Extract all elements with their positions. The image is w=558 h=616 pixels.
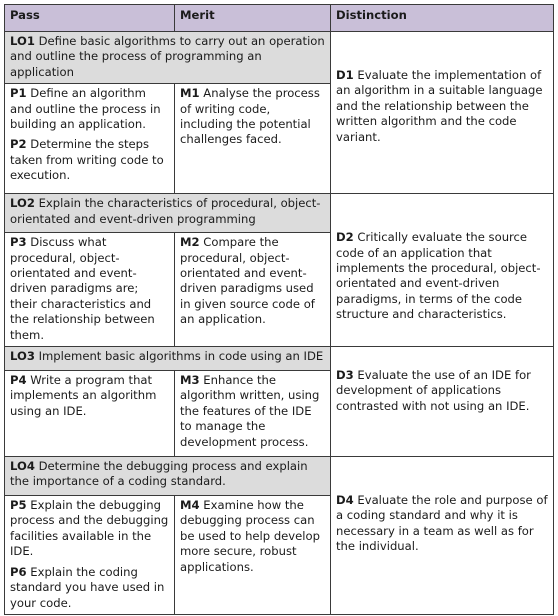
p4-cell: [5, 371, 175, 457]
lo2-text: Explain the characteristics of procedural, object-orientated and event-driven programming: [10, 196, 321, 226]
header-distinction: Distinction: [331, 5, 554, 32]
lo3-text: Implement basic algorithms in code using an IDE: [38, 349, 324, 364]
p2-item: [10, 137, 169, 183]
m4-cell: [175, 496, 331, 615]
d3-cell: [331, 347, 554, 457]
d2-code: D2: [336, 230, 354, 245]
p5-code: P5: [10, 498, 27, 513]
m1-cell: [175, 84, 331, 194]
m3-code: M3: [180, 373, 200, 388]
m4-code: M4: [180, 498, 200, 513]
header-row: [5, 5, 554, 32]
p1-code: P1: [10, 86, 27, 101]
d3-text: Evaluate the use of an IDE for development of applications contrasted with not using an IDE.: [336, 368, 531, 413]
lo1-row: [5, 32, 554, 84]
header-pass: Pass: [5, 5, 175, 32]
lo4-code: LO4: [10, 459, 35, 474]
p3-cell: [5, 233, 175, 347]
m2-cell: [175, 233, 331, 347]
lo2-outcome: [5, 194, 331, 233]
p5-p6-cell: [5, 496, 175, 615]
d1-code: D1: [336, 68, 354, 82]
m1-code: M1: [180, 86, 200, 101]
lo4-outcome: [5, 457, 331, 496]
assessment-criteria-table: [4, 4, 554, 615]
d4-cell: [331, 457, 554, 615]
p1-p2-cell: [5, 84, 175, 194]
header-merit: Merit: [175, 5, 331, 32]
p6-item: [10, 565, 169, 611]
lo4-text: Determine the debugging process and explain the importance of a coding standard.: [10, 459, 308, 489]
p3-code: P3: [10, 235, 27, 250]
lo3-code: LO3: [10, 349, 35, 364]
lo1-text: Define basic algorithms to carry out an operation and outline the process of programming an application: [10, 34, 325, 79]
d4-text: Evaluate the role and purpose of a coding standard and why it is necessary in a team as well as for the individual.: [336, 493, 548, 554]
p3-text: Discuss what procedural, object-orientated and event-driven paradigms are; their characteristics and the relationship between them.: [10, 235, 155, 342]
p2-code: P2: [10, 137, 27, 152]
p1-text: Define an algorithm and outline the process in building an application.: [10, 86, 161, 132]
d4-code: D4: [336, 493, 354, 508]
d1-text: Evaluate the implementation of an algorithm in a suitable language and the relationship between the written algorithm and the code variant.: [336, 68, 543, 144]
m1-text: Analyse the process of writing code, including the potential challenges faced.: [180, 86, 320, 147]
p5-text: Explain the debugging process and the debugging facilities available in the IDE.: [10, 498, 169, 559]
m2-text: Compare the procedural, object-orientated and event-driven paradigms used in given source code of an application.: [180, 235, 315, 327]
lo2-row: [5, 194, 554, 233]
m3-cell: [175, 371, 331, 457]
d1-cell: [331, 32, 554, 194]
lo3-row: [5, 347, 554, 371]
d2-cell: [331, 194, 554, 347]
p1-item: [10, 86, 169, 132]
p6-code: P6: [10, 564, 27, 579]
lo3-outcome: [5, 347, 331, 371]
d2-text: Critically evaluate the source code of an application that implements the procedural, object-orientated and event-driven paradigms, in terms of the code structure and characteristics.: [336, 230, 541, 322]
p6-text: Explain the coding standard you have used in your code.: [10, 564, 165, 610]
p5-item: [10, 498, 169, 560]
m2-code: M2: [180, 235, 200, 250]
lo1-code: LO1: [10, 34, 35, 48]
m4-text: Examine how the debugging process can be used to help develop more secure, robust applications.: [180, 498, 320, 574]
p4-text: Write a program that implements an algorithm using an IDE.: [10, 373, 157, 418]
lo1-outcome: [5, 32, 331, 84]
p2-text: Determine the steps taken from writing code to execution.: [10, 137, 164, 183]
lo2-code: LO2: [10, 196, 35, 211]
lo4-row: [5, 457, 554, 496]
m3-text: Enhance the algorithm written, using the features of the IDE to manage the development process.: [180, 373, 320, 449]
d3-code: D3: [336, 368, 354, 383]
p4-code: P4: [10, 373, 27, 388]
